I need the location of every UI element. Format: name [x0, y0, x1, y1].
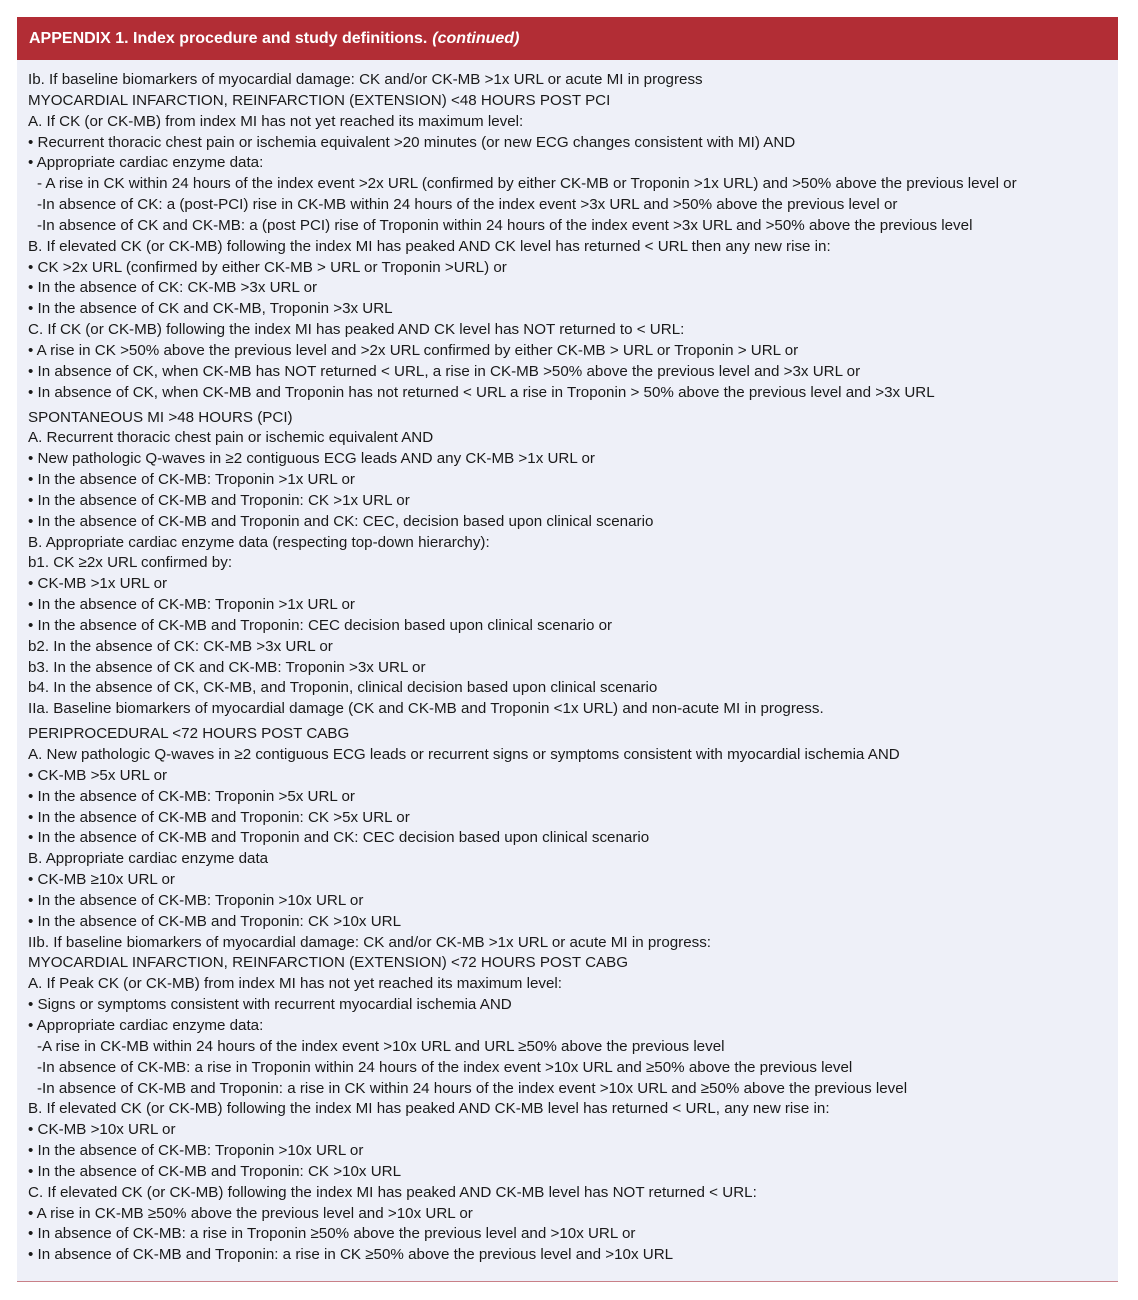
- definition-line: • Signs or symptoms consistent with recurrent myocardial ischemia AND: [28, 996, 512, 1014]
- definition-line: • In the absence of CK-MB: Troponin >5x URL or: [28, 787, 355, 805]
- appendix-title: APPENDIX 1. Index procedure and study definitions.: [29, 29, 428, 47]
- definition-line: -In absence of CK-MB and Troponin: a rise in CK within 24 hours of the index event >10x URL and ≥50% above the previous level: [37, 1079, 908, 1097]
- definition-line: - A rise in CK within 24 hours of the index event >2x URL (confirmed by either CK-MB or Troponin >1x URL) and >50% above the previous level or: [37, 175, 1017, 193]
- definition-line: • CK-MB >5x URL or: [28, 766, 168, 784]
- continued-label: (continued): [432, 29, 520, 47]
- definition-line: -In absence of CK-MB: a rise in Troponin within 24 hours of the index event >10x URL and ≥50% above the previous level: [37, 1058, 853, 1076]
- definition-line: • A rise in CK-MB ≥50% above the previous level and >10x URL or: [28, 1204, 473, 1222]
- definition-line: B. Appropriate cardiac enzyme data: [28, 850, 269, 868]
- definition-line: • Appropriate cardiac enzyme data:: [28, 1016, 264, 1034]
- definition-line: • In the absence of CK: CK-MB >3x URL or: [28, 279, 318, 297]
- definition-line: • In absence of CK-MB: a rise in Troponin ≥50% above the previous level and >10x URL or: [28, 1225, 636, 1243]
- definition-line: • Appropriate cardiac enzyme data:: [28, 154, 264, 172]
- definition-line: • In absence of CK-MB and Troponin: a rise in CK ≥50% above the previous level and >10x URL: [28, 1246, 674, 1264]
- definition-line: • In the absence of CK-MB: Troponin >1x URL or: [28, 596, 355, 614]
- appendix-header: [17, 17, 1118, 60]
- definition-line: A. Recurrent thoracic chest pain or ischemic equivalent AND: [28, 429, 434, 447]
- definition-line: IIa. Baseline biomarkers of myocardial damage (CK and CK-MB and Troponin <1x URL) and non-acute MI in progress.: [28, 700, 824, 718]
- definition-line: • In the absence of CK-MB and Troponin and CK: CEC decision based upon clinical scenario: [28, 829, 650, 847]
- definition-line: C. If elevated CK (or CK-MB) following the index MI has peaked AND CK-MB level has NOT returned < URL:: [28, 1183, 757, 1201]
- definition-line: • A rise in CK >50% above the previous level and >2x URL confirmed by either CK-MB > URL or Troponin > URL or: [28, 341, 799, 359]
- definition-line: b4. In the absence of CK, CK-MB, and Troponin, clinical decision based upon clinical scenario: [28, 679, 658, 697]
- definition-line: • In absence of CK, when CK-MB has NOT returned < URL, a rise in CK-MB >50% above the previous level and >3x URL or: [28, 362, 861, 380]
- definition-line: b2. In the absence of CK: CK-MB >3x URL or: [28, 637, 333, 655]
- definition-line: • In the absence of CK-MB: Troponin >1x URL or: [28, 471, 355, 489]
- definition-line: • In the absence of CK-MB: Troponin >10x URL or: [28, 1142, 364, 1160]
- definition-line: • New pathologic Q-waves in ≥2 contiguous ECG leads AND any CK-MB >1x URL or: [28, 450, 595, 468]
- definition-line: -In absence of CK: a (post-PCI) rise in CK-MB within 24 hours of the index event >3x URL and >50% above the previous level or: [37, 196, 898, 214]
- definition-line: • In the absence of CK-MB and Troponin: CK >5x URL or: [28, 808, 410, 826]
- definition-line: B. Appropriate cardiac enzyme data (respecting top-down hierarchy):: [28, 533, 490, 551]
- definition-line: • In the absence of CK-MB and Troponin: CK >10x URL: [28, 1162, 402, 1180]
- definition-line: • CK >2x URL (confirmed by either CK-MB > URL or Troponin >URL) or: [28, 258, 507, 276]
- definition-line: -A rise in CK-MB within 24 hours of the index event >10x URL and URL ≥50% above the previous level: [37, 1037, 725, 1055]
- definition-line: -In absence of CK and CK-MB: a (post PCI) rise of Troponin within 24 hours of the index event >3x URL and >50% above the previous level: [37, 216, 973, 234]
- definition-line: • In the absence of CK-MB and Troponin: CK >10x URL: [28, 912, 402, 930]
- definition-line: • In the absence of CK-MB and Troponin: CK >1x URL or: [28, 491, 410, 509]
- definition-line: • In the absence of CK and CK-MB, Troponin >3x URL: [28, 300, 393, 318]
- definition-line: • Recurrent thoracic chest pain or ischemia equivalent >20 minutes (or new ECG changes consistent with MI) AND: [28, 133, 796, 151]
- definition-line: • In absence of CK, when CK-MB and Troponin has not returned < URL a rise in Troponin > 50% above the previous level and >3x URL: [28, 383, 935, 401]
- definition-line: B. If elevated CK (or CK-MB) following the index MI has peaked AND CK-MB level has returned < URL, any new rise in:: [28, 1100, 830, 1118]
- definitions-body: [17, 60, 1118, 1282]
- definition-line: • CK-MB >10x URL or: [28, 1121, 176, 1139]
- definition-line: IIb. If baseline biomarkers of myocardial damage: CK and/or CK-MB >1x URL or acute MI in progress:: [28, 933, 712, 951]
- definition-line: b3. In the absence of CK and CK-MB: Troponin >3x URL or: [28, 658, 426, 676]
- definition-line: B. If elevated CK (or CK-MB) following the index MI has peaked AND CK level has returned < URL then any new rise in:: [28, 237, 831, 255]
- definition-line: • CK-MB ≥10x URL or: [28, 871, 175, 889]
- definition-line: A. If CK (or CK-MB) from index MI has not yet reached its maximum level:: [28, 112, 524, 130]
- definition-line: C. If CK (or CK-MB) following the index MI has peaked AND CK level has NOT returned to < URL:: [28, 321, 685, 339]
- definition-line: b1. CK ≥2x URL confirmed by:: [28, 554, 233, 572]
- definition-line: Ib. If baseline biomarkers of myocardial damage: CK and/or CK-MB >1x URL or acute MI in progress: [28, 71, 703, 88]
- definition-line: MYOCARDIAL INFARCTION, REINFARCTION (EXTENSION) <72 HOURS POST CABG: [28, 954, 629, 972]
- definition-line: MYOCARDIAL INFARCTION, REINFARCTION (EXTENSION) <48 HOURS POST PCI: [28, 91, 611, 109]
- definition-line: A. If Peak CK (or CK-MB) from index MI has not yet reached its maximum level:: [28, 975, 563, 993]
- definition-line: • In the absence of CK-MB: Troponin >10x URL or: [28, 891, 364, 909]
- section-heading: PERIPROCEDURAL <72 HOURS POST CABG: [28, 725, 350, 743]
- definition-line: • CK-MB >1x URL or: [28, 575, 168, 593]
- definition-line: • In the absence of CK-MB and Troponin and CK: CEC, decision based upon clinical scenario: [28, 512, 654, 530]
- section-heading: SPONTANEOUS MI >48 HOURS (PCI): [28, 408, 293, 426]
- definition-line: A. New pathologic Q-waves in ≥2 contiguous ECG leads or recurrent signs or symptoms consistent with myocardial ischemia AND: [28, 746, 900, 763]
- definition-line: • In the absence of CK-MB and Troponin: CEC decision based upon clinical scenario or: [28, 616, 613, 634]
